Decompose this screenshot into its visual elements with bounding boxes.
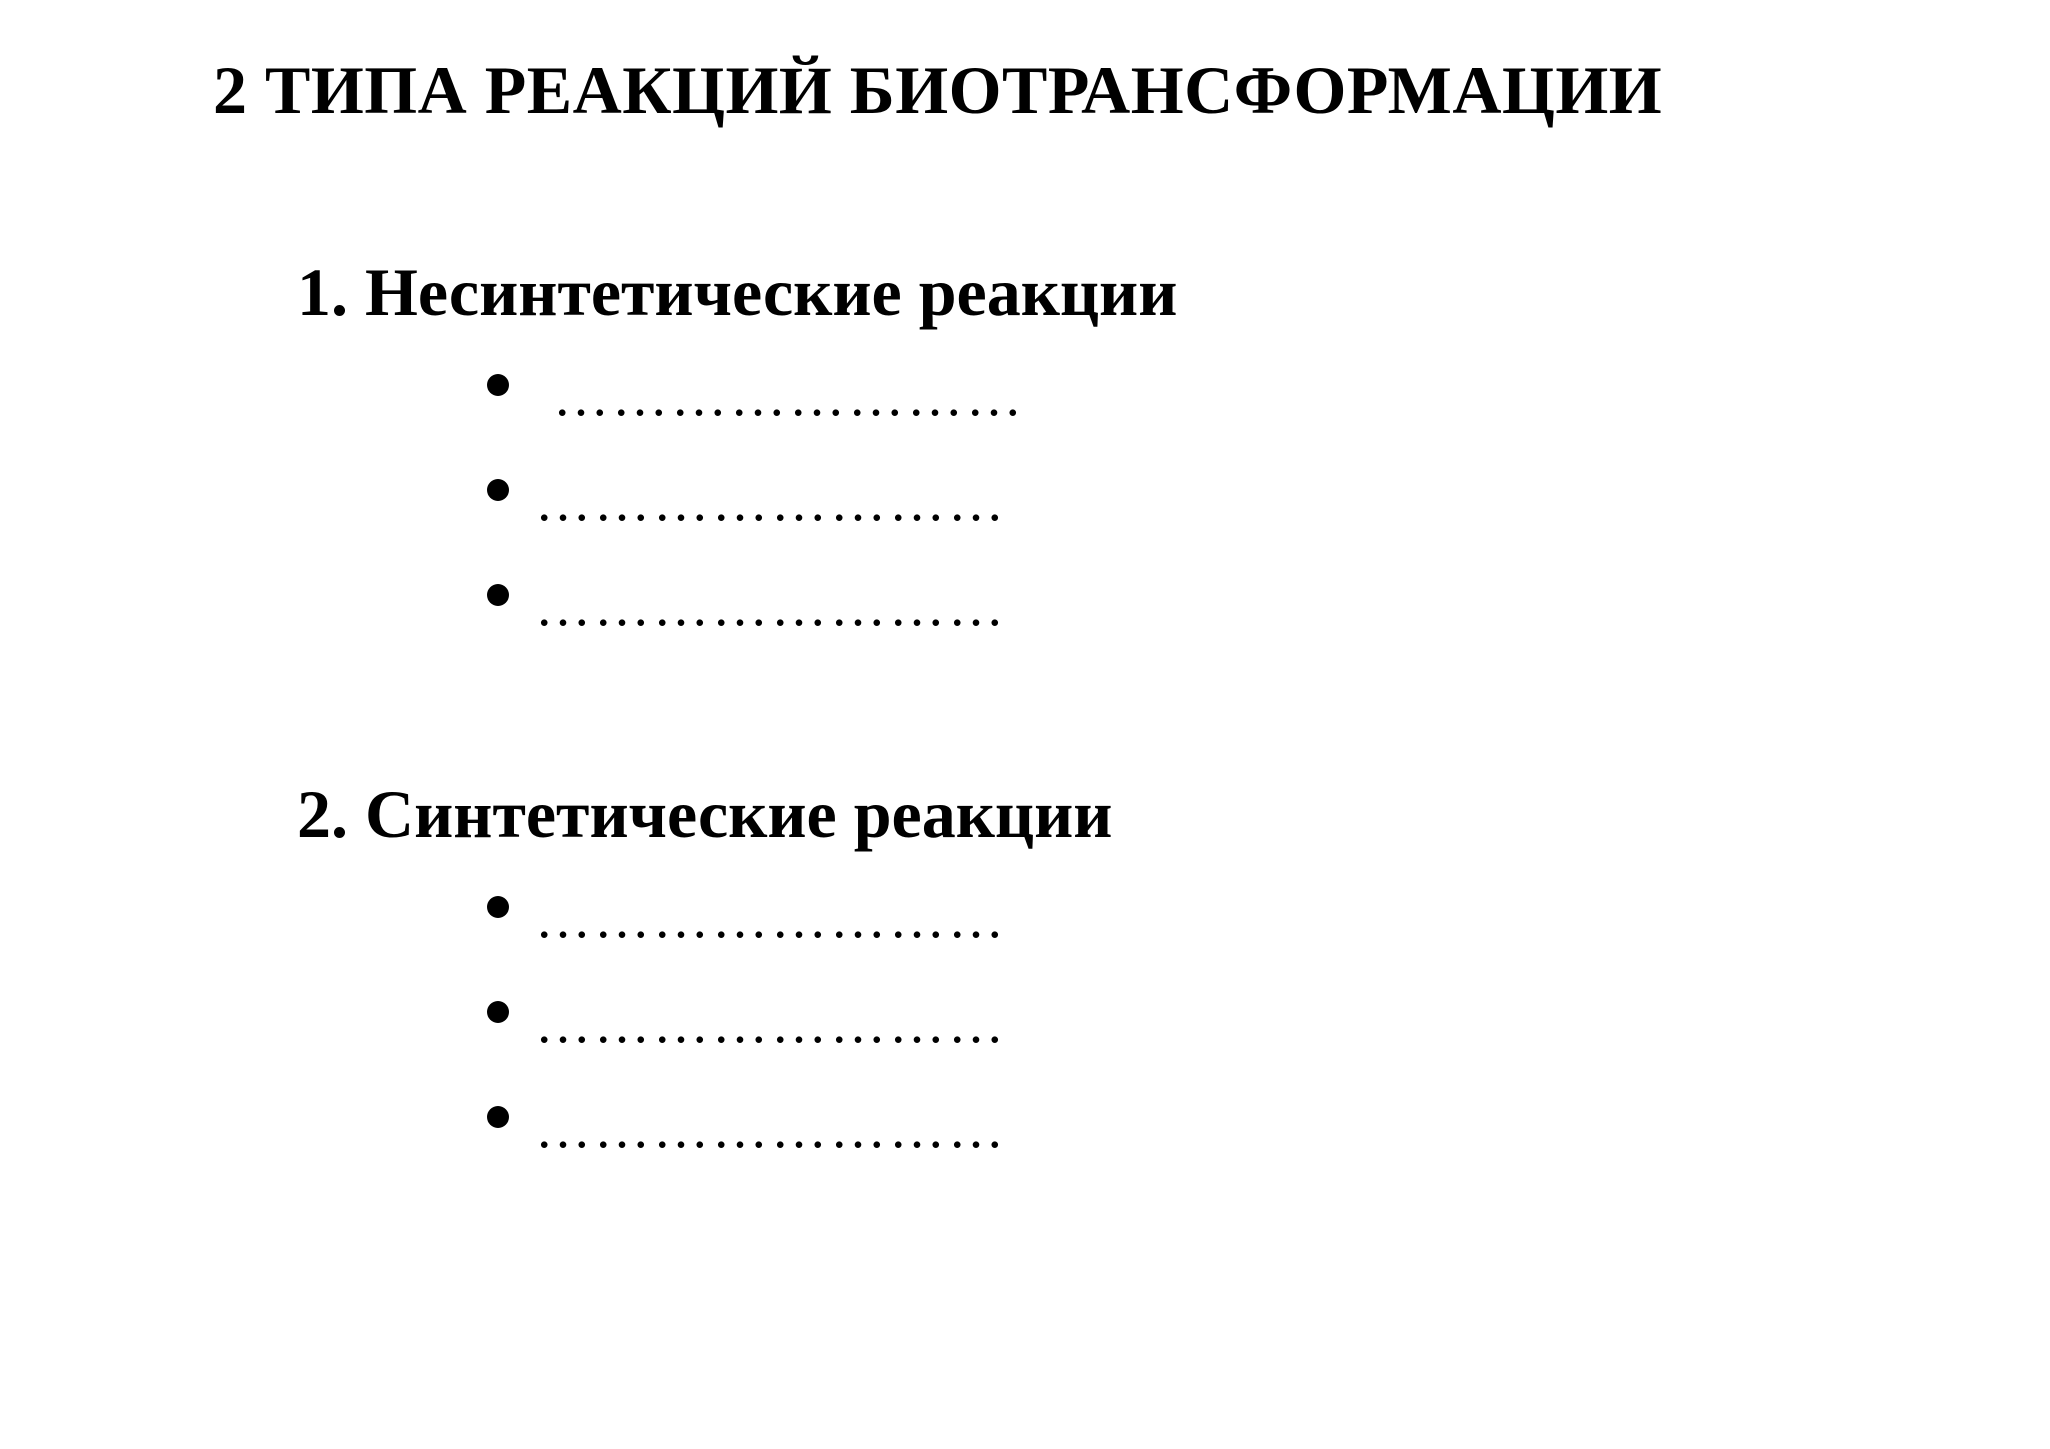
list-item xyxy=(487,854,1302,959)
blank-line: …………………… xyxy=(535,575,1007,638)
blank-line: …………………… xyxy=(535,1097,1007,1160)
bullet-list xyxy=(487,854,1302,1169)
bullet-icon xyxy=(487,374,509,396)
list-item xyxy=(487,332,1367,437)
section-synthetic xyxy=(297,776,1113,1169)
blank-line: …………………… xyxy=(535,992,1007,1055)
section-heading: 1. Несинтетические реакции xyxy=(297,254,1178,330)
section-nonsynthetic xyxy=(297,254,1178,647)
blank-line: …………………… xyxy=(535,470,1007,533)
list-item xyxy=(487,959,1302,1064)
blank-line: …………………… xyxy=(553,365,1025,428)
bullet-icon xyxy=(487,584,509,606)
list-item xyxy=(487,437,1367,542)
page-title: 2 ТИПА РЕАКЦИЙ БИОТРАНСФОРМАЦИИ xyxy=(213,52,1663,128)
list-item xyxy=(487,1064,1302,1169)
bullet-list xyxy=(487,332,1367,647)
list-item xyxy=(487,542,1367,647)
bullet-icon xyxy=(487,1106,509,1128)
bullet-icon xyxy=(487,479,509,501)
bullet-icon xyxy=(487,896,509,918)
blank-line: …………………… xyxy=(535,887,1007,950)
bullet-icon xyxy=(487,1001,509,1023)
section-heading: 2. Синтетические реакции xyxy=(297,776,1113,852)
